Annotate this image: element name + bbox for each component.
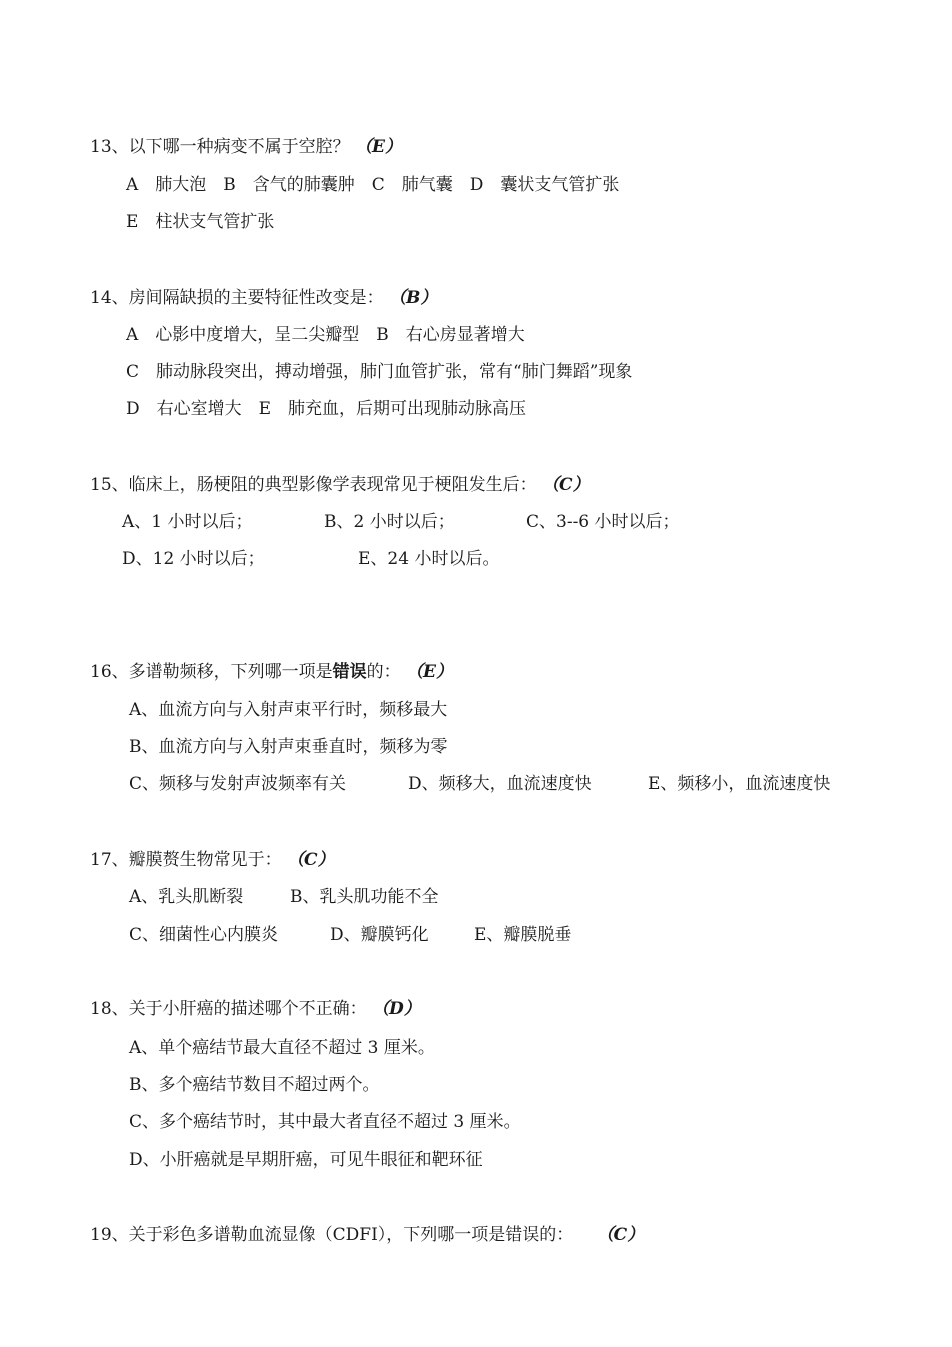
question-15-option-c: C、3--6 小时以后； (526, 512, 680, 532)
question-15-option-b: B、2 小时以后； (324, 512, 455, 532)
question-19-answer: （C） (596, 1225, 645, 1245)
question-16-stem (90, 661, 453, 683)
question-13-answer: （E） (355, 137, 403, 157)
question-18-text: 18、关于小肝癌的描述哪个不正确： (90, 999, 367, 1019)
question-14-options-line-1: A 心影中度增大，呈二尖瓣型 B 右心房显著增大 (126, 325, 525, 345)
question-18-stem (90, 998, 421, 1020)
question-13-stem (90, 136, 402, 158)
question-19-text: 19、关于彩色多谱勒血流显像（CDFI），下列哪一项是错误的： (90, 1225, 574, 1245)
question-14-stem (90, 287, 437, 309)
question-15-option-d: D、12 小时以后； (122, 549, 265, 569)
question-17-option-e: E、瓣膜脱垂 (474, 925, 572, 945)
question-19-stem (90, 1224, 644, 1246)
question-15-option-a: A、1 小时以后； (122, 512, 253, 532)
question-16-option-a: A、血流方向与入射声束平行时，频移最大 (129, 700, 448, 720)
question-15-option-e: E、24 小时以后。 (358, 549, 500, 569)
question-14-text: 14、房间隔缺损的主要特征性改变是： (90, 288, 384, 308)
question-18-option-a: A、单个癌结节最大直径不超过 3 厘米。 (129, 1038, 435, 1058)
question-17-option-d: D、瓣膜钙化 (330, 925, 429, 945)
question-16-option-d: D、频移大，血流速度快 (408, 774, 592, 794)
question-16-option-c: C、频移与发射声波频率有关 (129, 774, 347, 794)
question-13-options-line-2: E 柱状支气管扩张 (126, 212, 275, 232)
question-17-answer: （C） (287, 850, 335, 870)
question-17-text: 17、瓣膜赘生物常见于： (90, 850, 282, 870)
question-15-text: 15、临床上，肠梗阻的典型影像学表现常见于梗阻发生后： (90, 475, 537, 495)
question-18-option-c: C、多个癌结节时，其中最大者直径不超过 3 厘米。 (129, 1112, 521, 1132)
question-18-option-d: D、小肝癌就是早期肝癌，可见牛眼征和靶环征 (129, 1150, 483, 1170)
question-14-options-line-3: D 右心室增大 E 肺充血，后期可出现肺动脉高压 (126, 399, 527, 419)
question-15-stem (90, 474, 590, 496)
question-17-option-b: B、乳头肌功能不全 (290, 887, 439, 907)
question-16-text-emphasis: 错误 (332, 662, 367, 682)
question-16-option-e: E、频移小，血流速度快 (648, 774, 831, 794)
question-17-option-a: A、乳头肌断裂 (129, 887, 244, 907)
question-15-answer: （C） (542, 475, 590, 495)
question-13-options-line-1: A 肺大泡 B 含气的肺囊肿 C 肺气囊 D 囊状支气管扩张 (126, 175, 620, 195)
question-16-text-post: 的： (366, 662, 401, 682)
question-18-answer: （D） (372, 999, 421, 1019)
question-14-options-line-2: C 肺动脉段突出，搏动增强，肺门血管扩张，常有“肺门舞蹈”现象 (126, 362, 633, 382)
question-17-stem (90, 849, 335, 871)
question-16-answer: （E） (406, 662, 454, 682)
question-18-option-b: B、多个癌结节数目不超过两个。 (129, 1075, 380, 1095)
question-13-text: 13、以下哪一种病变不属于空腔？ (90, 137, 350, 157)
question-16-option-b: B、血流方向与入射声束垂直时，频移为零 (129, 737, 448, 757)
question-14-answer: （B） (389, 288, 438, 308)
question-17-option-c: C、细菌性心内膜炎 (129, 925, 279, 945)
question-16-text-pre: 16、多谱勒频移，下列哪一项是 (90, 662, 333, 682)
